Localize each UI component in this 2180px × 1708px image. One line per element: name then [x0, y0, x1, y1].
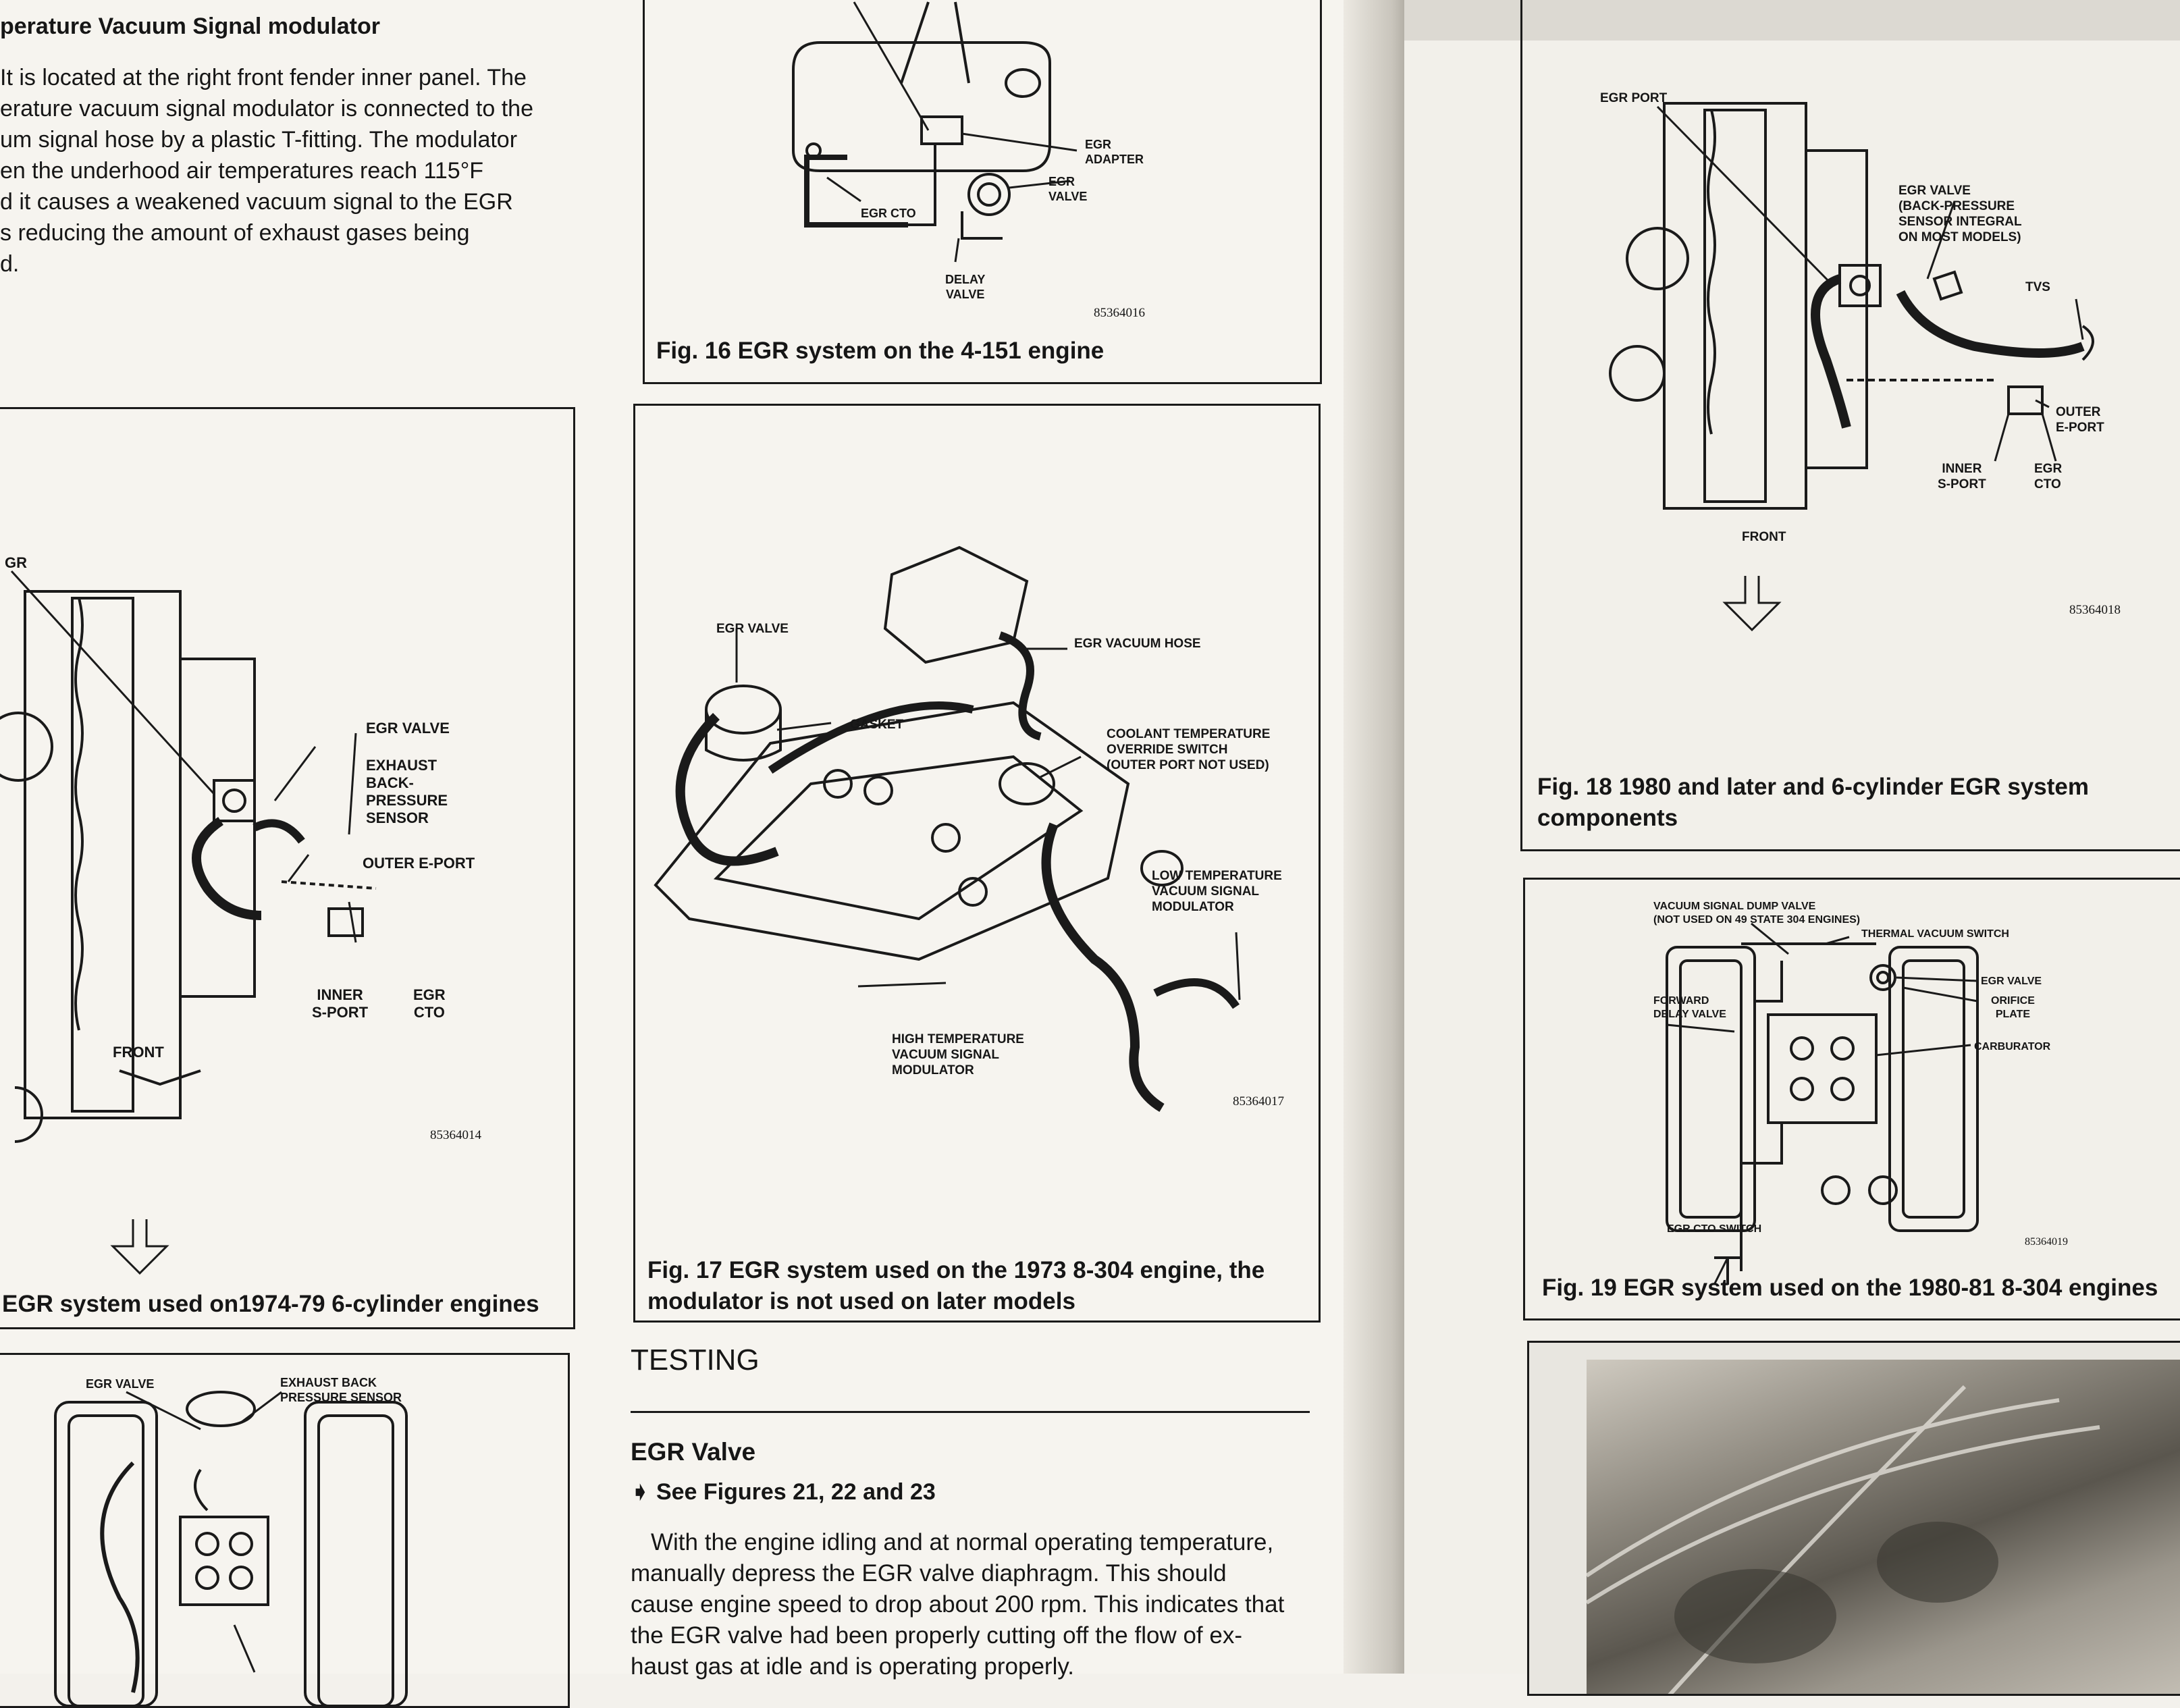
label-line: HIGH TEMPERATURE: [892, 1032, 1024, 1046]
egr-valve-label: [1898, 183, 2022, 245]
low-temp-modulator-label: [1152, 868, 1282, 915]
sensor-label: [280, 1375, 402, 1405]
figure-caption: Fig. 19 EGR system used on the 1980-81 8-304 engines: [1542, 1275, 2158, 1301]
egr-valve-label: EGR VALVE: [86, 1377, 155, 1391]
gasket-label: GASKET: [850, 718, 904, 732]
label-line: PRESSURE SENSOR: [280, 1391, 402, 1404]
label-line: PRESSURE: [366, 792, 448, 809]
label-line: DELAY: [945, 273, 986, 286]
label-line: EGR VALVE: [1898, 184, 1971, 198]
label-line: S-PORT: [1938, 477, 1986, 491]
figure-caption: EGR system used on1974-79 6-cylinder engines: [2, 1291, 539, 1317]
label-line: VACUUM SIGNAL: [892, 1048, 1000, 1062]
label-line: CTO: [413, 1004, 445, 1021]
label-line: (BACK-PRESSURE: [1898, 199, 2015, 213]
label-line: VALVE: [1048, 190, 1088, 203]
label-line: EGR: [1085, 138, 1112, 151]
label-line: EGR: [2034, 462, 2063, 476]
egr-valve-label: [1048, 174, 1087, 204]
label-line: PLATE: [1995, 1009, 2031, 1020]
label-line: ORIFICE: [1991, 995, 2035, 1007]
figure-caption: [647, 1255, 1265, 1317]
figure-code: 85364019: [2025, 1236, 2068, 1248]
photo-box: [1527, 1341, 2180, 1696]
egr-port-label: EGR PORT: [1600, 91, 1668, 105]
caption-line: Fig. 17 EGR system used on the 1973 8-304 engine, the: [647, 1257, 1265, 1283]
section-rule: [631, 1411, 1310, 1413]
see-figures-text: See Figures 21, 22 and 23: [656, 1479, 936, 1505]
engine-photo: [1587, 1360, 2180, 1696]
arrow-icon: ➧: [631, 1479, 650, 1505]
caption-line: Fig. 18 1980 and later and 6-cylinder EGR system: [1537, 774, 2089, 800]
label-line: VACUUM SIGNAL DUMP VALVE: [1653, 901, 1816, 912]
text-line: haust gas at idle and is operating properly.: [631, 1653, 1074, 1680]
modulator-paragraph: [0, 62, 567, 279]
thermal-switch-label: THERMAL VACUUM SWITCH: [1861, 928, 2009, 940]
engine-diagram: [645, 0, 1320, 382]
engine-diagram: [0, 409, 573, 1327]
front-label: FRONT: [113, 1044, 164, 1061]
text-line: With the engine idling and at normal operating temperature,: [651, 1529, 1274, 1555]
figure-20-partial: [0, 1353, 570, 1708]
egr-label: GR: [5, 554, 27, 571]
high-temp-modulator-label: [892, 1032, 1024, 1078]
label-line: VALVE: [946, 288, 985, 301]
front-label: FRONT: [1742, 530, 1786, 544]
egr-valve-label: EGR VALVE: [716, 622, 789, 636]
label-line: E-PORT: [2056, 421, 2104, 435]
label-line: ON MOST MODELS): [1898, 230, 2021, 244]
label-line: OVERRIDE SWITCH: [1107, 743, 1228, 757]
label-line: SENSOR INTEGRAL: [1898, 215, 2022, 229]
inner-port-label: [1938, 461, 1986, 492]
figure-code: 85364018: [2069, 603, 2121, 617]
figure-17: [633, 404, 1321, 1323]
coolant-switch-label: [1107, 726, 1270, 773]
egr-valve-label: EGR VALVE: [1981, 976, 2042, 987]
egr-vacuum-hose-label: EGR VACUUM HOSE: [1074, 637, 1201, 651]
orifice-plate-label: [1991, 994, 2035, 1021]
text-line: d.: [0, 251, 20, 277]
outer-port-label: [2056, 404, 2104, 435]
section-heading: perature Vacuum Signal modulator: [0, 14, 381, 39]
see-figures-line: [631, 1478, 936, 1505]
label-line: EXHAUST: [366, 757, 437, 774]
label-line: FORWARD: [1653, 995, 1709, 1007]
testing-heading: TESTING: [631, 1343, 760, 1377]
delay-valve-label: [945, 272, 985, 302]
label-line: EGR: [413, 986, 446, 1003]
label-line: EXHAUST BACK: [280, 1376, 377, 1389]
figure-15: [0, 407, 575, 1329]
figure-caption: [1537, 772, 2089, 834]
egr-cto-label: [2034, 461, 2062, 492]
figure-code: 85364016: [1094, 306, 1145, 320]
text-line: s reducing the amount of exhaust gases being: [0, 220, 470, 246]
figure-16: [643, 0, 1322, 384]
engine-top-diagram: [1525, 880, 2180, 1318]
carburator-label: CARBURATOR: [1974, 1041, 2051, 1052]
label-line: BACK-: [366, 774, 414, 791]
label-line: (OUTER PORT NOT USED): [1107, 758, 1269, 772]
inner-port-label: [312, 986, 368, 1021]
label-line: INNER: [1942, 462, 1982, 476]
label-line: LOW TEMPERATURE: [1152, 869, 1282, 883]
figure-code: 85364014: [430, 1128, 481, 1142]
sensor-label: [366, 757, 448, 827]
label-line: DELAY VALVE: [1653, 1009, 1726, 1020]
text-line: cause engine speed to drop about 200 rpm. This indicates that: [631, 1591, 1285, 1618]
engine-diagram: [635, 406, 1319, 1320]
label-line: EGR: [1048, 175, 1075, 188]
text-line: manually depress the EGR valve diaphragm. This should: [631, 1560, 1227, 1586]
figure-18: [1520, 0, 2180, 851]
label-line: VACUUM SIGNAL: [1152, 884, 1260, 899]
egr-cto-label: [413, 986, 446, 1021]
forward-delay-label: [1653, 994, 1726, 1021]
label-line: CTO: [2034, 477, 2061, 491]
figure-code: 85364017: [1233, 1094, 1284, 1109]
label-line: MODULATOR: [1152, 900, 1234, 914]
label-line: MODULATOR: [892, 1063, 974, 1077]
figure-19: [1523, 878, 2180, 1320]
text-line: the EGR valve had been properly cutting off the flow of ex-: [631, 1622, 1242, 1649]
egr-valve-label: EGR VALVE: [366, 720, 450, 737]
engine-top-diagram: [0, 1355, 568, 1706]
caption-line: components: [1537, 805, 1678, 831]
cto-switch-label: EGR CTO SWITCH: [1667, 1223, 1762, 1235]
label-line: INNER: [317, 986, 363, 1003]
text-line: erature vacuum signal modulator is connected to the: [0, 96, 534, 122]
label-line: COOLANT TEMPERATURE: [1107, 727, 1271, 741]
egr-valve-subheading: EGR Valve: [631, 1438, 756, 1466]
caption-line: modulator is not used on later models: [647, 1288, 1075, 1314]
tvs-label: TVS: [2025, 280, 2050, 294]
text-line: en the underhood air temperatures reach 115°F: [0, 158, 484, 184]
egr-adapter-label: [1085, 137, 1144, 167]
outer-port-label: OUTER E-PORT: [363, 855, 475, 872]
label-line: S-PORT: [312, 1004, 369, 1021]
text-line: um signal hose by a plastic T-fitting. The modulator: [0, 127, 518, 153]
photo-detail: [1587, 1360, 2180, 1696]
label-line: SENSOR: [366, 809, 429, 826]
label-line: (NOT USED ON 49 STATE 304 ENGINES): [1653, 914, 1861, 926]
text-line: It is located at the right front fender inner panel. The: [0, 65, 527, 90]
testing-paragraph: [631, 1527, 1312, 1682]
text-line: d it causes a weakened vacuum signal to the EGR: [0, 189, 513, 215]
egr-cto-label: EGR CTO: [861, 207, 916, 220]
figure-caption: Fig. 16 EGR system on the 4-151 engine: [656, 338, 1105, 364]
label-line: ADAPTER: [1085, 153, 1144, 166]
dump-valve-label: [1653, 900, 1860, 927]
label-line: OUTER: [2056, 405, 2101, 419]
